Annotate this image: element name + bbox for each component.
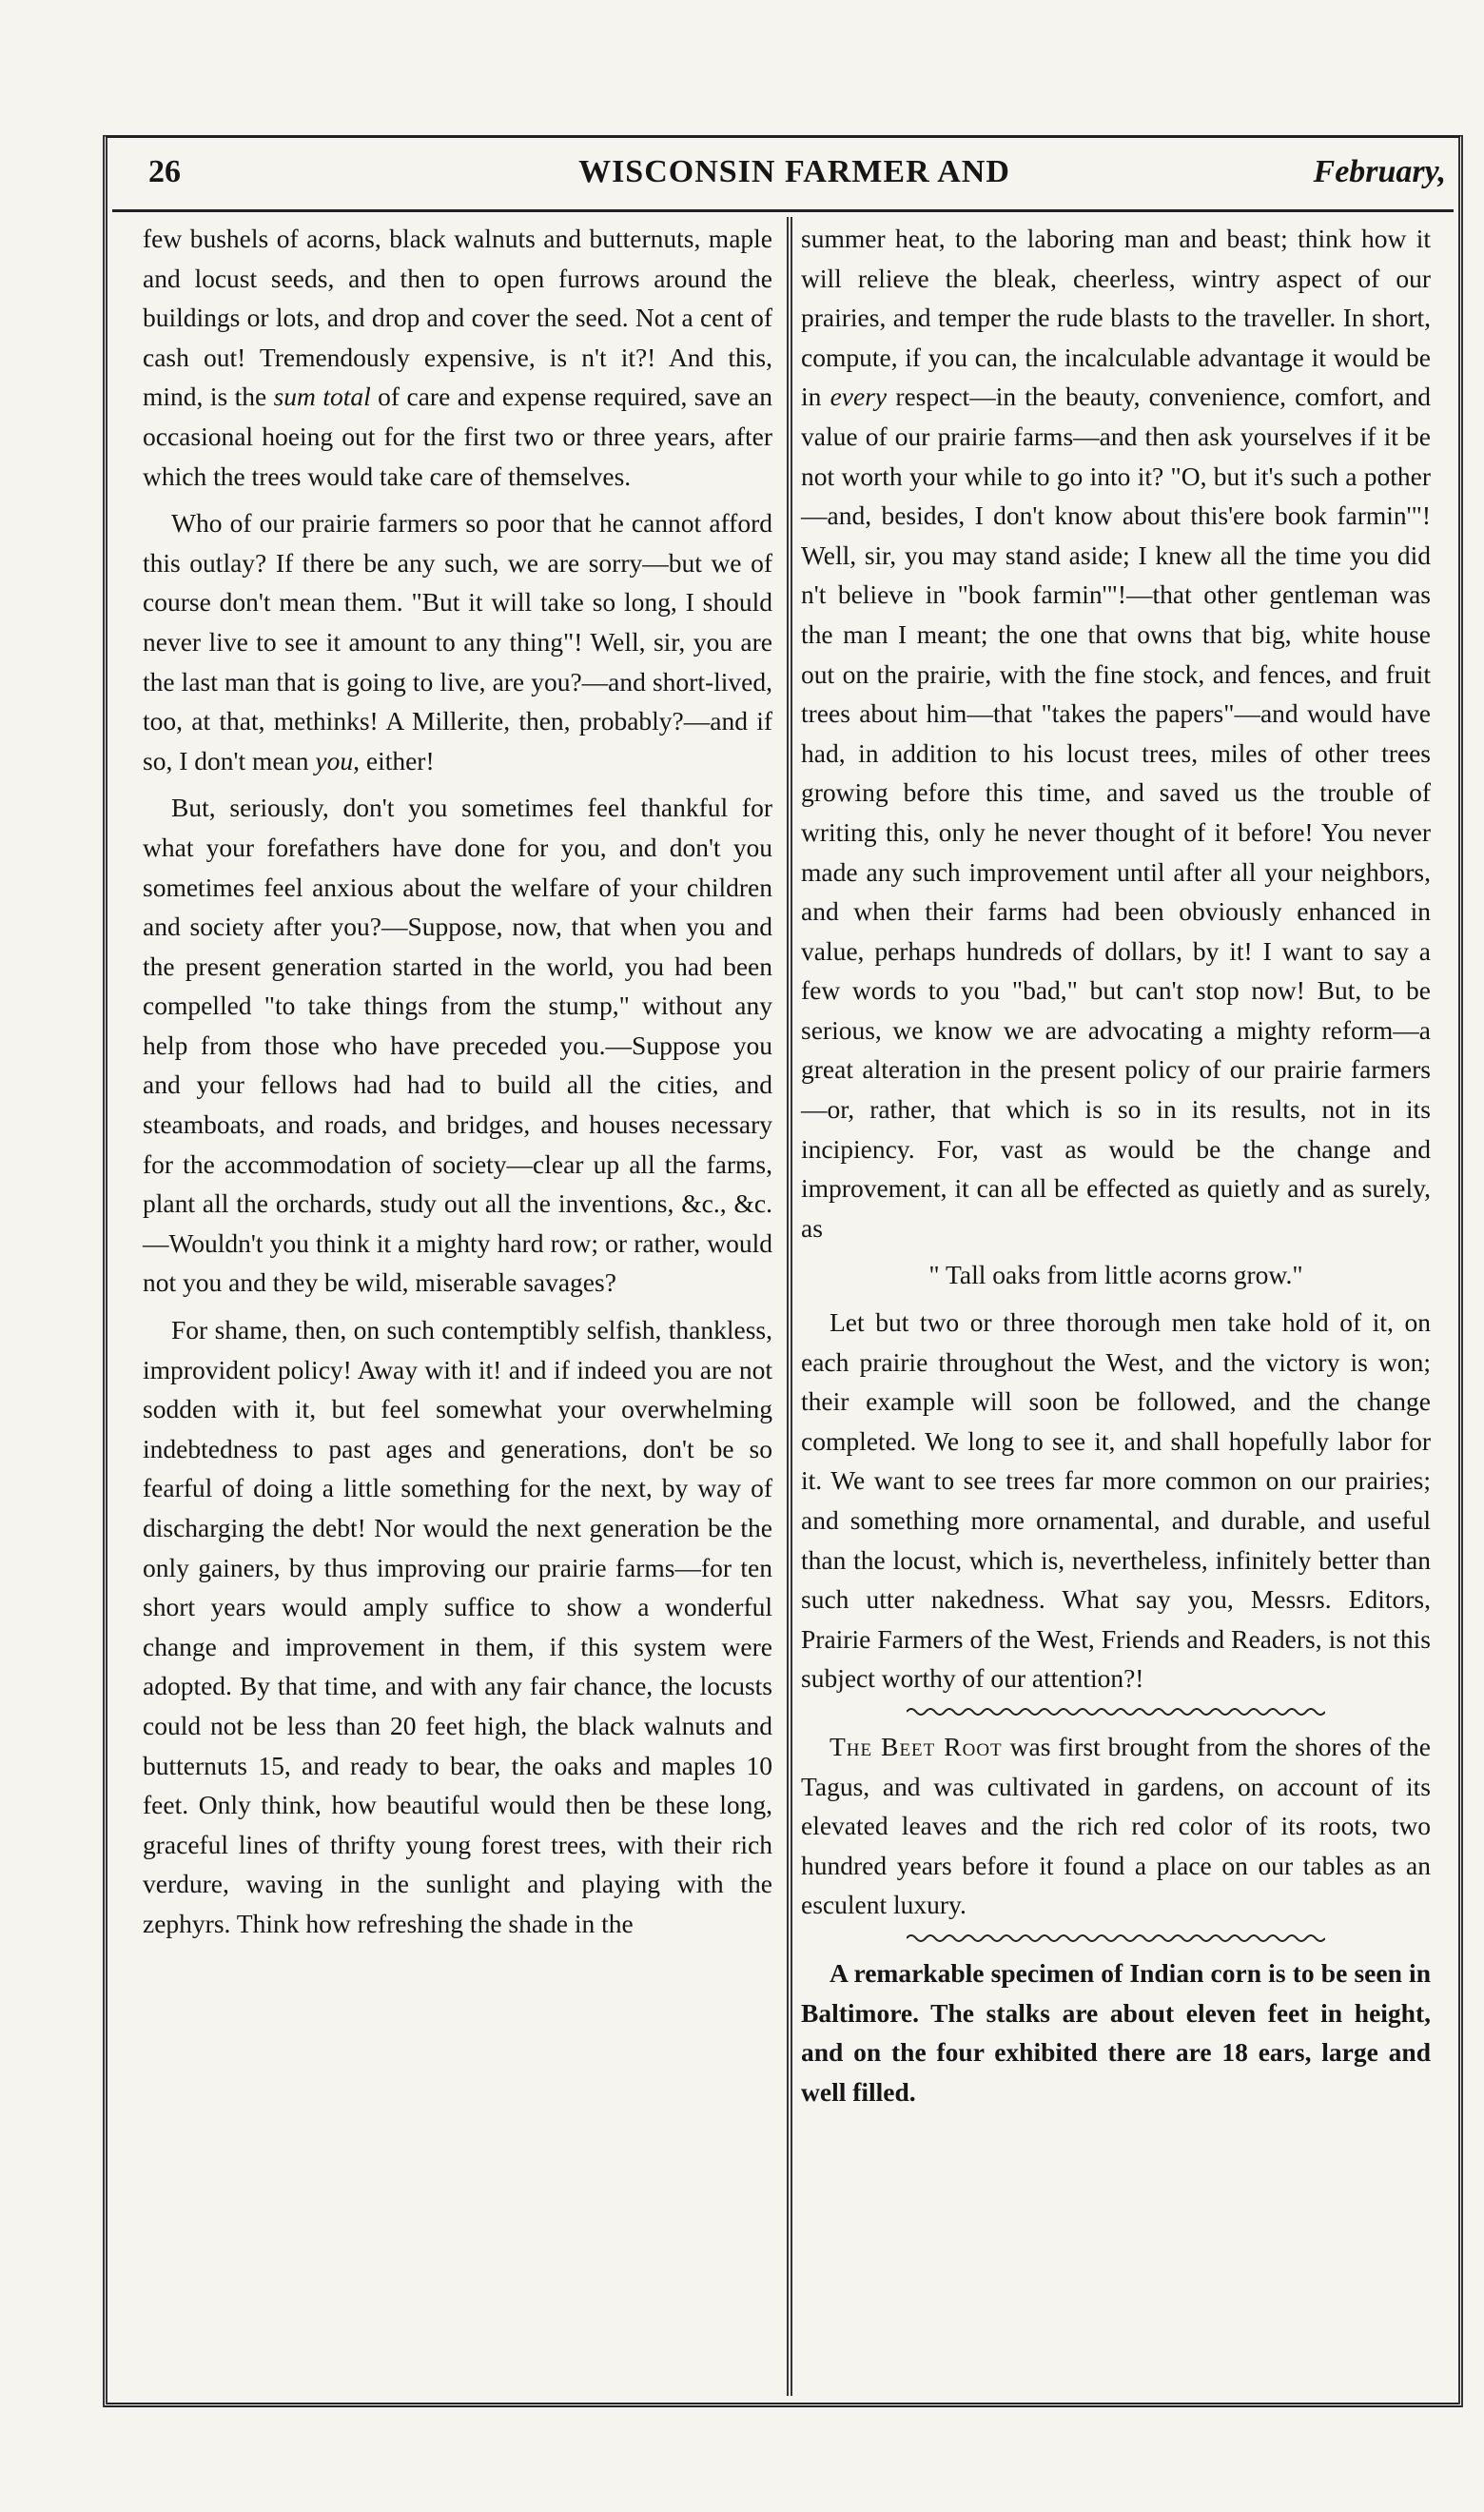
paragraph: But, seriously, don't you sometimes feel thankful for what your forefathers have done for you, and don't you sometimes feel anxious about the welfare of your children and society after you?—Suppose, now, that when you and the present generation started in the world, you had been compelled "to take things from the stump," without any help from those who have preceded you.—Suppose you and your fellows had had to build all the cities, and steamboats, and roads, and bridges, and houses necessary for the accommodation of society—clear up all the farms, plant all the orchards, study out all the inventions, &c., &c.—Wouldn't you think it a mighty hard row; or rather, would not you and they be wild, miserable savages? — [143, 793, 772, 1298]
header-rule — [112, 209, 1454, 212]
right-column — [801, 219, 1431, 2119]
page-number: 26 — [148, 154, 181, 189]
page-header — [143, 154, 1446, 211]
news-item-beet-root: The Beet Root was first brought from the shores of the Tagus, and was cultivated in gardens, on account of its elevated leaves and the rich red color of its roots, two hundred years before it found a place on our tables as an esculent luxury. — [801, 1731, 1431, 1920]
paragraph: summer heat, to the laboring man and beast; think how it will relieve the bleak, cheerless, wintry aspect of our prairies, and temper the rude blasts to the traveller. In short, compute, if you can, the incalculable advantage it would be in every respect—in the beauty, convenience, comfort, and value of our prairie farms—and then ask yourselves if it be not worth your while to go into it? "O, but it's such a pother—and, besides, I don't know about this'ere book farmin'"! Well, sir, you may stand aside; I knew all the time you did n't believe in "book farmin'"!—that other gentleman was the man I meant; the one that owns that big, white house out on the prairie, with the fine stock, and fences, and fruit trees about him—that "takes the papers"—and would have had, in addition to his locust trees, miles of other trees growing before this time, and saved us the trouble of writing this, only he never thought of it before! You never made any such improvement until after all your neighbors, and when their farms had been obviously enhanced in value, perhaps hundreds of dollars, by it! I want to say a few words to you "bad," but can't stop now! But, to be serious, we know we are advocating a mighty reform—a great alteration in the present policy of our prairie farmers—or, rather, that which is so in its results, not in its incipiency. For, vast as would be the change and improvement, it can all be effected as quietly and as surely, as — [801, 224, 1431, 1243]
paragraph: Who of our prairie farmers so poor that he cannot afford this outlay? If there be any such, we are sorry—but we of course don't mean them. "But it will take so long, I should never live to see it amount to any thing"! Well, sir, you are the last man that is going to live, are you?—and short-lived, too, at that, methinks! A Millerite, then, probably?—and if so, I don't mean you, either! — [143, 508, 772, 775]
left-column — [143, 219, 772, 1952]
paragraph: Let but two or three thorough men take hold of it, on each prairie throughout the West, and the victory is won; their example will soon be followed, and the change completed. We long to see it, and shall hopefully labor for it. We want to see trees far more common on our prairies; and something more ornamental, and durable, and useful than the locust, which is, nevertheless, infinitely better than such utter nakedness. What say you, Messrs. Editors, Prairie Farmers of the West, Friends and Readers, is not this subject worthy of our attention?! — [801, 1307, 1431, 1694]
wavy-divider — [907, 1933, 1325, 1944]
running-month: February, — [1313, 154, 1446, 189]
paragraph: For shame, then, on such contemptibly selfish, thankless, improvident policy! Away with it! and if indeed you are not sodden with it, but feel somewhat your overwhelming indebtedness to past ages and generations, don't be so fearful of doing a little something for the next, by way of discharging the debt! Nor would the next generation be the only gainers, by thus improving our prairie farms—for ten short years would amply suffice to show a wonderful change and improvement in them, if this system were adopted. By that time, and with any fair chance, the locusts could not be less than 20 feet high, the black walnuts and butternuts 15, and ready to bear, the oaks and maples 10 feet. Only think, how beautiful would then be these long, graceful lines of thrifty young forest trees, with their rich verdure, waving in the sunlight and playing with the zephyrs. Think how refreshing the shade in the — [143, 1315, 772, 1938]
paragraph: few bushels of acorns, black walnuts and butternuts, maple and locust seeds, and then to open furrows around the buildings or lots, and drop and cover the seed. Not a cent of cash out! Tremendously expensive, is n't it?! And this, mind, is the sum total of care and expense required, save an occasional hoeing out for the first two or three years, after which the trees would take care of themselves. — [143, 224, 772, 491]
news-item-indian-corn: A remarkable specimen of Indian corn is to be seen in Baltimore. The stalks are about eleven feet in height, and on the four exhibited there are 18 ears, large and well filled. — [801, 1957, 1431, 2107]
column-divider — [787, 217, 792, 2396]
quotation: " Tall oaks from little acorns grow." — [928, 1260, 1303, 1290]
wavy-divider — [907, 1706, 1325, 1717]
running-title: WISCONSIN FARMER AND — [578, 154, 1010, 189]
